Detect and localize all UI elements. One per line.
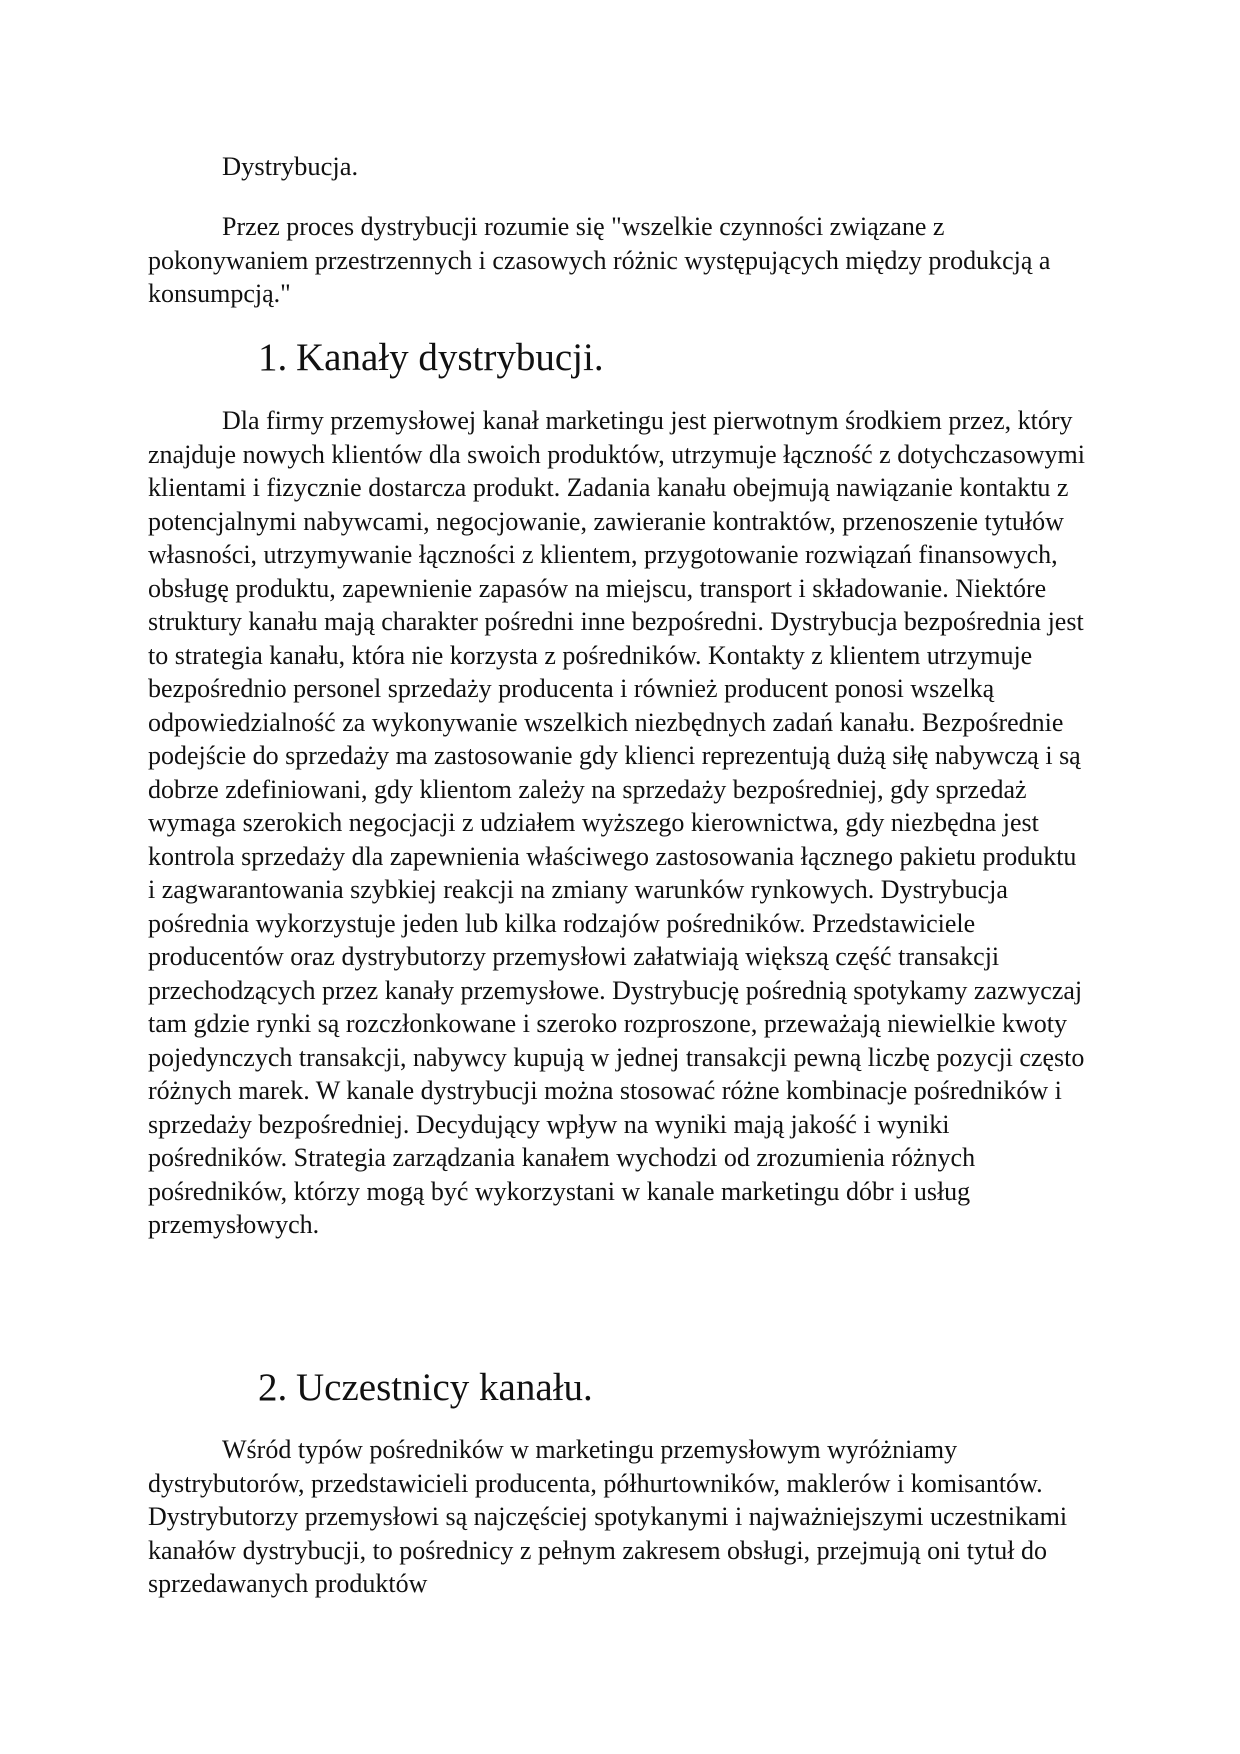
section-heading-channels	[258, 336, 604, 379]
section-body-channels: Dla firmy przemysłowej kanał marketingu jest pierwotnym środkiem przez, który znajduje nowych klientów dla swoich produktów, utrzymuje łączność z dotychczasowymi klientami i fizycznie dostarcza produkt. Zadania kanału obejmują nawiązanie kontaktu z potencjalnymi nabywcami, negocjowanie, zawieranie kontraktów, przenoszenie tytułów własności, utrzymywanie łączności z klientem, przygotowanie rozwiązań finansowych, obsługę produktu, zapewnienie zapasów na miejscu, transport i składowanie. Niektóre struktury kanału mają charakter pośredni inne bezpośredni. Dystrybucja bezpośrednia jest to strategia kanału, która nie korzysta z pośredników. Kontakty z klientem utrzymuje bezpośrednio personel sprzedaży producenta i również producent ponosi wszelką odpowiedzialność za wykonywanie wszelkich niezbędnych zadań kanału. Bezpośrednie podejście do sprzedaży ma zastosowanie gdy klienci reprezentują dużą siłę nabywczą i są dobrze zdefiniowani, gdy klientom zależy na sprzedaży bezpośredniej, gdy sprzedaż wymaga szerokich negocjacji z udziałem wyższego kierownictwa, gdy niezbędna jest kontrola sprzedaży dla zapewnienia właściwego zastosowania łącznego pakietu produktu i zagwarantowania szybkiej reakcji na zmiany warunków rynkowych. Dystrybucja pośrednia wykorzystuje jeden lub kilka rodzajów pośredników. Przedstawiciele producentów oraz dystrybutorzy przemysłowi załatwiają większą część transakcji przechodzących przez kanały przemysłowe. Dystrybucję pośrednią spotykamy zazwyczaj tam gdzie rynki są rozczłonkowane i szeroko rozproszone, przeważają niewielkie kwoty pojedynczych transakcji, nabywcy kupują w jednej transakcji pewną liczbę pozycji często różnych marek. W kanale dystrybucji można stosować różne kombinacje pośredników i sprzedaży bezpośredniej. Decydujący wpływ na wyniki mają jakość i wyniki pośredników. Strategia zarządzania kanałem wychodzi od zrozumienia różnych pośredników, którzy mogą być wykorzystani w kanale marketingu dóbr i usług przemysłowych.	[148, 406, 1085, 1239]
section-body-participants: Wśród typów pośredników w marketingu przemysłowym wyróżniamy dystrybutorów, przedstawicieli producenta, półhurtowników, maklerów i komisantów. Dystrybutorzy przemysłowi są najczęściej spotykanymi i najważniejszymi uczestnikami kanałów dystrybucji, to pośrednicy z pełnym zakresem obsługi, przejmują oni tytuł do sprzedawanych produktów	[148, 1435, 1068, 1598]
document-title: Dystrybucja.	[222, 151, 359, 181]
section-heading-text: Uczestnicy kanału.	[296, 1366, 593, 1409]
intro-paragraph: Przez proces dystrybucji rozumie się "wszelkie czynności związane z pokonywaniem przestrzennych i czasowych różnic występujących między produkcją a konsumpcją."	[148, 212, 1051, 308]
section-number: 2.	[258, 1366, 288, 1409]
section-heading-participants	[258, 1366, 593, 1409]
section-heading-text: Kanały dystrybucji.	[296, 336, 604, 379]
section-number: 1.	[258, 336, 288, 379]
